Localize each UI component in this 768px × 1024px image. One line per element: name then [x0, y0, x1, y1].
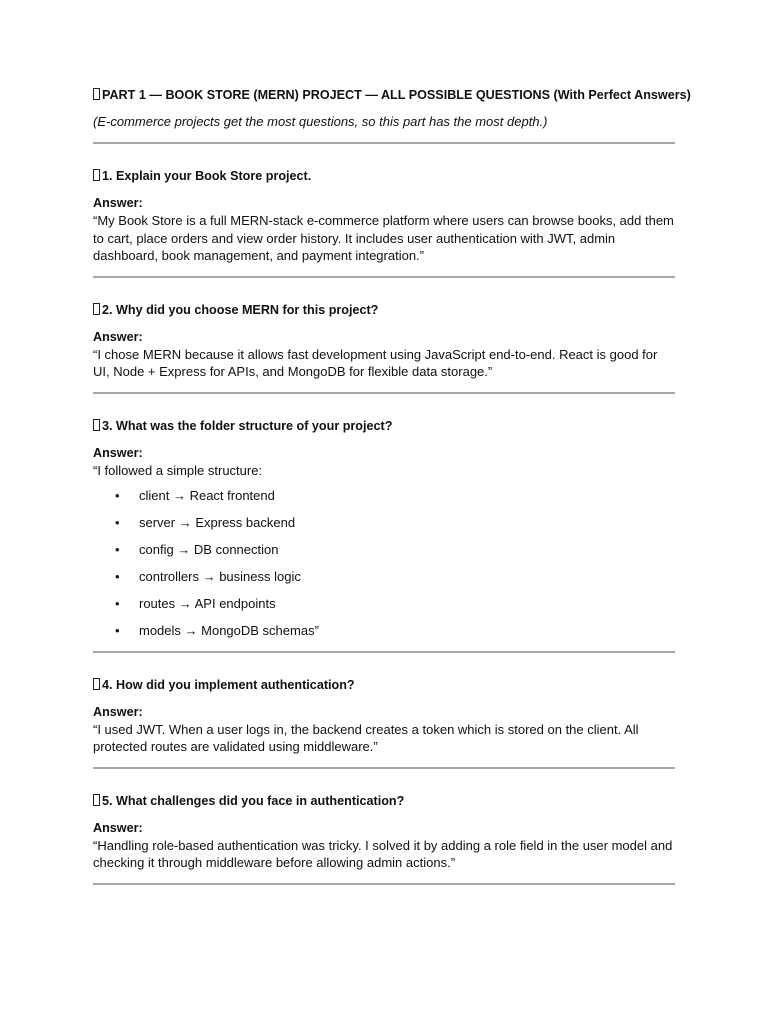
document-title-text: PART 1 — BOOK STORE (MERN) PROJECT — ALL POSSIBLE QUESTIONS (With Perfect Answers)	[102, 88, 691, 102]
question-title	[93, 417, 675, 435]
answer-text: “I used JWT. When a user logs in, the backend creates a token which is stored on the client. All protected routes are validated using middleware.”	[93, 721, 639, 754]
document-page	[93, 86, 691, 885]
answer-label: Answer:	[93, 704, 143, 719]
list-item: • routes → API endpoints	[93, 595, 675, 613]
answer-text: “My Book Store is a full MERN-stack e-commerce platform where users can browse books, add them to cart, place orders and view order history. It includes user authentication with JWT, admin dashboard, book management, and payment integration.”	[93, 213, 674, 263]
question-block-5	[93, 792, 675, 885]
missing-glyph-icon	[93, 419, 100, 431]
question-title-text: 1. Explain your Book Store project.	[102, 169, 312, 183]
document-subtitle: (E-commerce projects get the most questions, so this part has the most depth.)	[93, 114, 548, 129]
list-item: • controllers → business logic	[93, 568, 675, 586]
answer-label: Answer:	[93, 329, 143, 344]
question-title-text: 4. How did you implement authentication?	[102, 677, 355, 692]
answer-text: “I chose MERN because it allows fast development using JavaScript end-to-end. React is good for UI, Node + Express for APIs, and MongoDB for flexible data storage.”	[93, 346, 658, 379]
question-block-2	[93, 301, 675, 394]
list-item: • server → Express backend	[93, 514, 675, 532]
list-item: • config → DB connection	[93, 541, 675, 559]
question-title-text: 2. Why did you choose MERN for this project?	[102, 302, 379, 317]
question-title	[93, 676, 675, 694]
question-block-3	[93, 417, 675, 653]
question-title-text: 3. What was the folder structure of your project?	[102, 418, 393, 433]
answer-text: “I followed a simple structure:	[93, 462, 263, 478]
section-divider	[93, 883, 675, 885]
question-title	[93, 792, 675, 810]
missing-glyph-icon	[93, 794, 100, 806]
missing-glyph-icon	[93, 678, 100, 690]
answer-label: Answer:	[93, 445, 143, 460]
answer-label: Answer:	[93, 196, 143, 210]
section-divider	[93, 392, 675, 394]
section-divider	[93, 651, 675, 653]
list-item: • models → MongoDB schemas”	[93, 622, 675, 640]
document-title	[93, 86, 691, 104]
missing-glyph-icon	[93, 88, 100, 100]
missing-glyph-icon	[93, 303, 100, 315]
answer-label: Answer:	[93, 820, 143, 835]
missing-glyph-icon	[93, 169, 100, 181]
question-block-1	[93, 167, 675, 278]
answer-text: “Handling role-based authentication was tricky. I solved it by adding a role field in the user model and checking it through middleware before allowing admin actions.”	[93, 837, 673, 870]
section-divider	[93, 142, 675, 144]
section-divider	[93, 276, 675, 278]
question-block-4	[93, 676, 675, 769]
question-title-text: 5. What challenges did you face in authentication?	[102, 793, 405, 808]
question-title	[93, 167, 675, 185]
section-divider	[93, 767, 675, 769]
folder-structure-list	[93, 487, 675, 640]
question-title	[93, 301, 675, 319]
list-item: • client → React frontend	[93, 487, 675, 505]
